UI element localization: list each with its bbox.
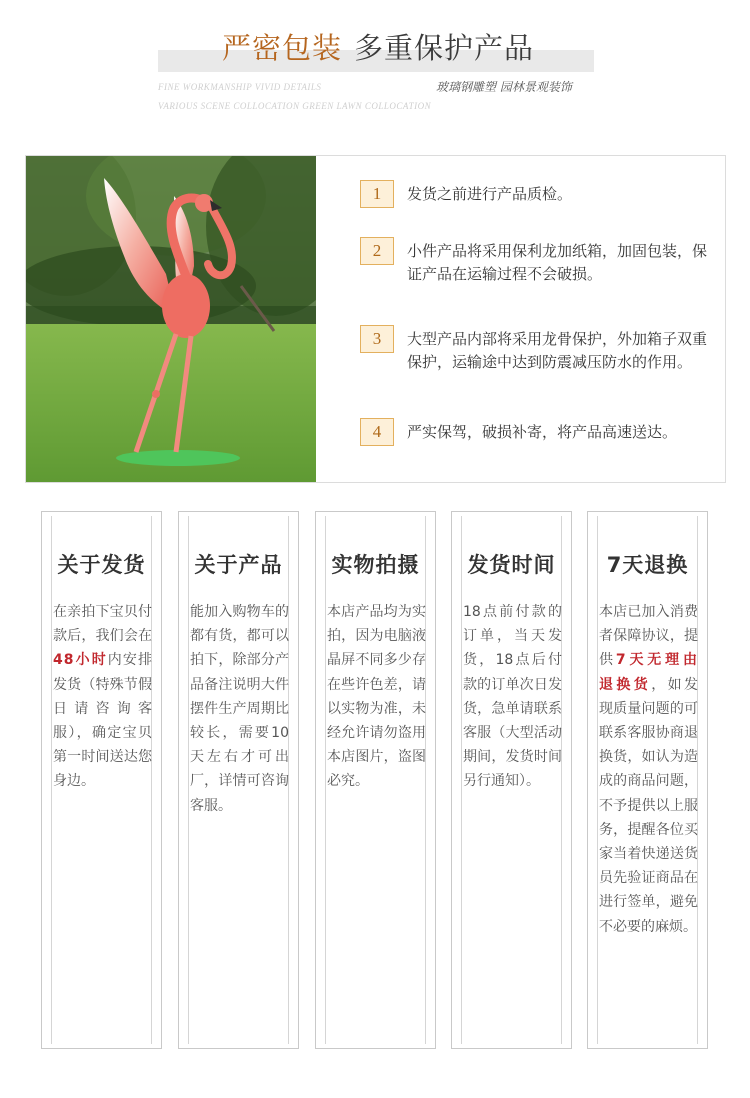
- packaging-info-panel: [25, 155, 726, 483]
- header-subtitle-2: VARIOUS SCENE COLLOCATION GREEN LAWN COLLOCATION: [158, 101, 432, 111]
- card-delivery-time: [451, 511, 572, 1049]
- step-text: 小件产品将采用保利龙加纸箱，加固包装，保证产品在运输过程不会破损。: [407, 242, 708, 283]
- card-returns: [587, 511, 708, 1049]
- card-body-text: 内安排发货（特殊节假日请咨询客服），确定宝贝第一时间送达您身边。: [53, 652, 153, 790]
- step-number-badge: 1: [360, 180, 394, 208]
- card-photography: [315, 511, 436, 1049]
- card-body-text: 本店已加入消费者保障协议，提供: [599, 604, 698, 669]
- card-body: [53, 600, 152, 794]
- card-title: 关于产品: [194, 553, 283, 577]
- card-body-text: 能加入购物车的都有货，都可以拍下，除部分产品备注说明大件摆件生产周期比较长，需要10天左右才可出厂，详情可咨询客服。: [190, 604, 289, 814]
- title-accent: 严密包装: [222, 31, 343, 65]
- card-body: [190, 600, 289, 818]
- header-subtitle-1: FINE WORKMANSHIP VIVID DETAILS: [158, 82, 322, 92]
- card-highlight: 7天无理由退换货: [599, 652, 699, 693]
- step-number-badge: 3: [360, 325, 394, 353]
- card-title: 实物拍摄: [331, 553, 420, 577]
- card-product: [178, 511, 299, 1049]
- card-body-text: 在亲拍下宝贝付款后，我们会在: [53, 604, 152, 645]
- card-body-text: 18点前付款的订单，当天发货，18点后付款的订单次日发货，急单请联系客服（大型活动期间，发货时间另行通知）。: [463, 604, 562, 790]
- step-number-badge: 4: [360, 418, 394, 446]
- flamingo-photo: [26, 156, 316, 482]
- header-tagline: 玻璃钢雕塑 园林景观装饰: [436, 80, 572, 94]
- card-shipping: [41, 511, 162, 1049]
- step-text: 严实保驾，破损补寄，将产品高速送达。: [407, 423, 678, 441]
- step-number-badge: 2: [360, 237, 394, 265]
- card-title: 7天退换: [606, 553, 689, 577]
- card-title: 关于发货: [57, 553, 146, 577]
- card-body-text: 本店产品均为实拍，因为电脑液晶屏不同多少存在些许色差，请以实物为准，未经允许请勿盗用本店图片，盗图必究。: [327, 604, 426, 790]
- page-title: [222, 28, 534, 68]
- card-body: [463, 600, 562, 794]
- card-body: [327, 600, 426, 794]
- title-rest: 多重保护产品: [354, 31, 535, 65]
- card-body: [599, 600, 698, 939]
- step-text: 大型产品内部将采用龙骨保护，外加箱子双重保护，运输途中达到防震减压防水的作用。: [407, 330, 708, 371]
- card-body-text: ，如发现质量问题的可联系客服协商退换货，如认为造成的商品问题，不予提供以上服务，提醒各位买家当着快递送货员先验证商品在进行签单，避免不必要的麻烦。: [599, 676, 699, 935]
- step-text: 发货之前进行产品质检。: [407, 185, 573, 203]
- card-title: 发货时间: [467, 553, 556, 577]
- card-highlight: 48小时: [53, 652, 108, 669]
